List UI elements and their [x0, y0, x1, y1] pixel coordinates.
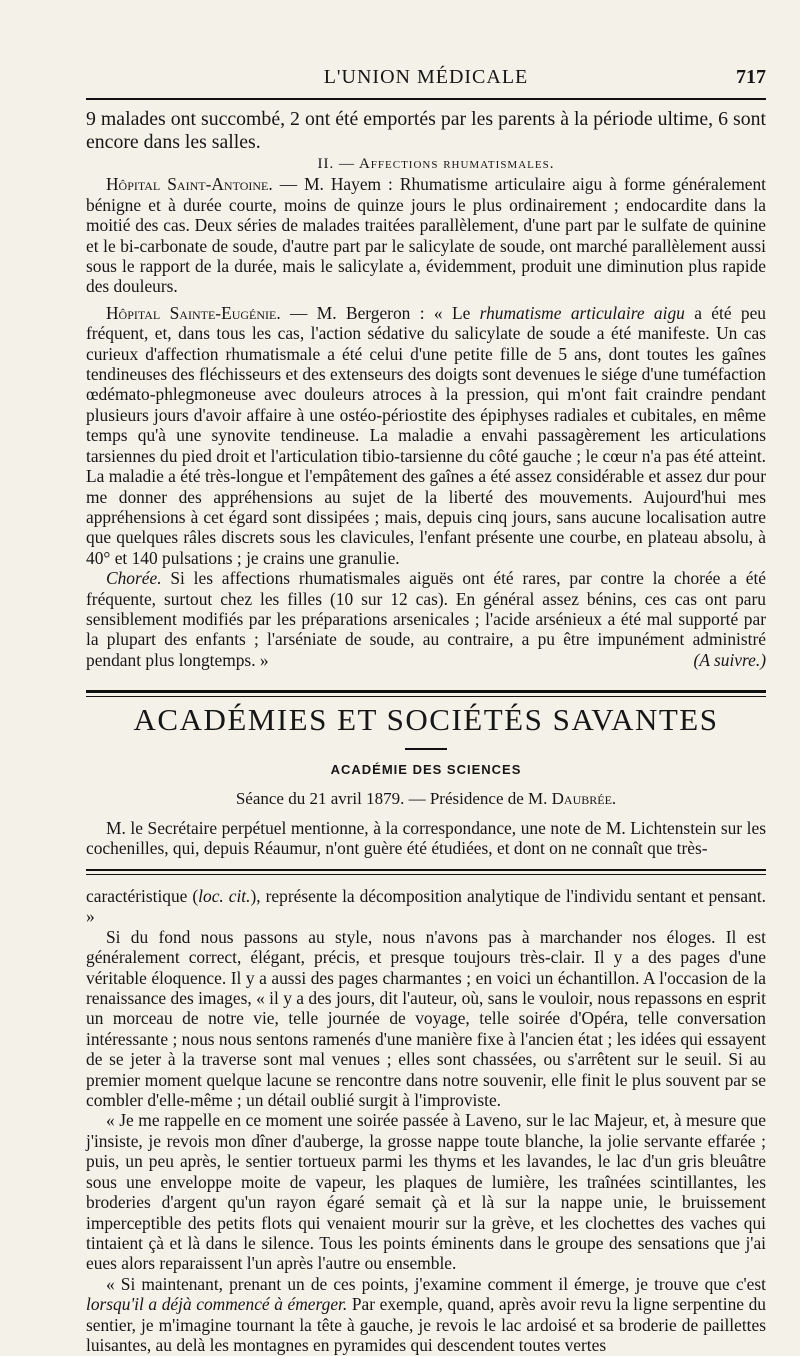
footer-divider-thin — [86, 874, 766, 875]
academie-subtitle: ACADÉMIE DES SCIENCES — [330, 762, 522, 777]
italic-phrase: lorsqu'il a déjà commencé à émerger. — [86, 1294, 348, 1315]
choree-label: Chorée. — [106, 568, 162, 589]
citation: loc. cit. — [198, 886, 251, 906]
section-rule-thick — [86, 690, 766, 693]
bottom-paragraph-4 — [86, 1274, 766, 1356]
section-title — [86, 154, 766, 174]
paragraph-text: a été peu fréquent, et, dans tous les cas, l'action sédative du salicylate de soude a été manifeste. Un cas curieux d'affection rhumatismale a été celui d'une petite fille de 5 ans, dont toutes les gaînes tendineuses des fléchisseurs et des extenseurs des doigts sont devenues le siége d'une tuméfaction œdémato-phlegmoneuse avec douleurs atroces à la pression, qui m'ont fait craindre pendant plusieurs jours d'avoir affaire à une ostéo-périostite des épiphyses radiales et cubitales, en même temps qu'à une synovite tendineuse. La maladie a envahi passagèrement les articulations tarsiennes du pied droit et l'articulation tibio-tarsienne du côté gauche ; le cœur n'a pas été atteint. La maladie a été très-longue et l'empâtement des gaînes a été assez considérable et assez dur pour me donner des appréhensions au sujet de la liberté des mouvements. Aujourd'hui mes appréhensions à cet égard sont dissipées ; mais, depuis cinq jours, sans aucune localisation autre que quelques râles discrets sous les clavicules, l'enfant présente une courbe, en plateau absolu, à 40° et 140 pulsations ; je crains une granulie. — [86, 302, 767, 568]
hospital-name: Hôpital Sainte-Eugénie. — [106, 302, 281, 323]
section-rule-thin — [86, 696, 766, 697]
footer-divider-thick — [86, 869, 766, 871]
seance-text: Séance du 21 avril 1879. — Présidence de M. — [235, 789, 552, 808]
bottom-paragraph-2: Si du fond nous passons au style, nous n'avons pas à marchander nos éloges. Il est généralement correct, élégant, précis, et presque toujours très-clair. Il y a des pages d'une véritable éloquence. Il y a aussi des pages charmantes ; en voici un échantillon. A l'occasion de la renaissance des images, « il y a des jours, dit l'auteur, où, sans le vouloir, nous repassons en esprit un morceau de notre vie, telle journée de voyage, telle soirée d'Opéra, telle conversation intéressante ; nous nous sentons ramenés d'une manière fixe à l'ancien état ; les idées qui essayent de se jeter à la traverse sont mal venues ; elles sont chassées, ou s'arrêtent sur le seuil. Si au premier moment quelque lacune se rencontre dans notre souvenir, elle finit le plus souvent par se combler d'elle-même ; un détail oublié surgit à l'improviste. — [86, 926, 766, 1111]
top-section — [86, 108, 766, 670]
paragraph-text: Si les affections rhumatismales aiguës ont été rares, par contre la chorée a été fréquente, surtout chez les filles (10 sur 12 cas). En général assez bénins, ces cas ont paru sensiblement modifiés par les préparations arsenicales ; l'acide arsénieux a été mal supporté par la plupart des enfants ; l'arséniate de soude, au contraire, a pu être impunément administré pendant plus longtemps. » — [86, 568, 766, 670]
hospital-name: Hôpital Saint-Antoine. — [106, 174, 273, 195]
paragraph-intro: — M. Bergeron : « Le — [280, 302, 480, 323]
bottom-section — [86, 886, 766, 1355]
section-title-text: II. — Affections rhumatismales. — [317, 156, 555, 172]
text: Par exemple, quand, après avoir revu la ligne serpentine du sentier, je m'imagine tournant la tête à gauche, je revois le lac ardoisé et sa broderie de paillettes luisantes, au delà les montagnes en pyramides qui descendent toutes vertes — [86, 1294, 766, 1355]
italic-term: rhumatisme articulaire aigu — [479, 302, 685, 323]
paragraph-choree — [86, 568, 766, 670]
title-ornament-rule — [405, 748, 447, 750]
academies-body — [86, 818, 766, 859]
academies-paragraph: M. le Secrétaire perpétuel mentionne, à la correspondance, une note de M. Lichtenstein sur les cochenilles, qui, depuis Réaumur, n'ont guère été étudiées, et dont on ne connaît que très- — [86, 818, 766, 859]
academies-title: ACADÉMIES ET SOCIÉTÉS SAVANTES — [133, 702, 719, 737]
paragraph-text: — M. Hayem : Rhumatisme articulaire aigu à forme généralement bénigne et à durée courte, moins de quinze jours le plus ordinairement ; endocardite dans la moitié des cas. Deux séries de malades traitées parallèlement, d'une part par le sulfate de quinine et le bi-carbonate de soude, d'autre part par le salicylate de soude, ont marché parallèlement aussi sous le rapport de la durée, mais le salicylate a, évidemment, produit une diminution plus rapide des douleurs. — [86, 174, 767, 297]
page-header — [86, 66, 766, 94]
president-name: Daubrée. — [551, 789, 617, 808]
page-number: 717 — [736, 66, 766, 88]
a-suivre: (A suivre.) — [693, 649, 766, 670]
header-rule — [86, 98, 766, 100]
paragraph-sainte-eugenie — [86, 303, 766, 568]
text: caractéristique ( — [86, 886, 199, 906]
bottom-paragraph-3: « Je me rappelle en ce moment une soirée passée à Laveno, sur le lac Majeur, et, à mesure que j'insiste, je revois mon dîner d'auberge, la grosse nappe toute blanche, la jolie servante effarée ; puis, un peu après, le sentier tortueux parmi les thyms et les lavandes, le lac d'un gris bleuâtre sous une enveloppe moite de vapeur, les plaques de lumière, les traînées scintillantes, les broderies d'argent qu'un rayon égaré semait çà et là sur la nappe unie, le bruissement imperceptible des petits flots qui venaient mourir sur la grève, et les clochettes des vaches qui tintaient çà et là dans le silence. Tous les points éminents dans le groupe des sensations que j'ai eues alors reparaissent l'un après l'autre ou ensemble. — [86, 1110, 766, 1274]
text: « Si maintenant, prenant un de ces points, j'examine comment il émerge, je trouve que c'est — [106, 1273, 766, 1294]
paragraph-saint-antoine — [86, 174, 766, 296]
text: ), représente la décomposition analytique de l'individu sentant et pensant. » — [86, 886, 767, 927]
lead-paragraph: 9 malades ont succombé, 2 ont été emportés par les parents à la période ultime, 6 sont encore dans les salles. — [86, 108, 766, 153]
running-title: L'UNION MÉDICALE — [323, 66, 529, 88]
bottom-paragraph-1 — [86, 886, 766, 927]
seance-line — [86, 789, 766, 809]
